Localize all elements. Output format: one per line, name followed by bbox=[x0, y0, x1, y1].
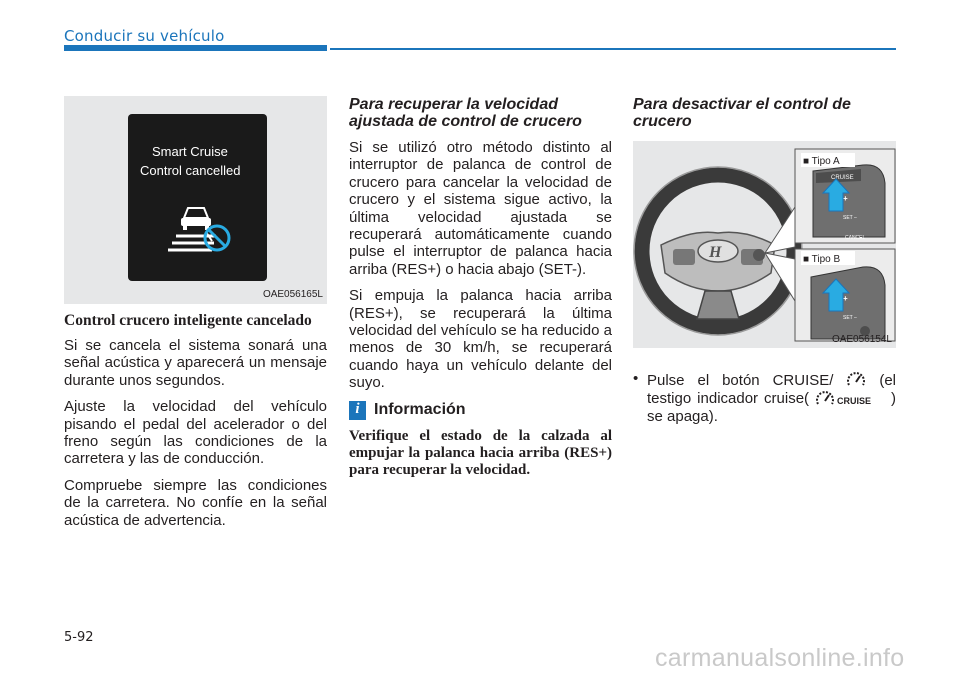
info-icon: i bbox=[349, 401, 366, 420]
header-rule-thick bbox=[64, 45, 327, 51]
cluster-display-illustration bbox=[64, 96, 327, 304]
cruise-indicator-icon bbox=[815, 389, 885, 407]
bullet-text-b: (el testigo indicador cruise( bbox=[647, 372, 896, 408]
cruise-speedometer-icon bbox=[846, 370, 866, 388]
paragraph: Si se cancela el sistema sonará una señal acústica y aparecerá un mensaje durante unos segundos. bbox=[64, 337, 327, 389]
figure-steering-wheel bbox=[633, 141, 896, 348]
type-a-label: ■ Tipo A bbox=[803, 156, 840, 167]
figure-code: OAE056154L bbox=[831, 334, 892, 345]
svg-text:+: + bbox=[843, 294, 848, 303]
bullet-deactivate bbox=[633, 370, 896, 425]
header-rule-thin bbox=[330, 48, 896, 50]
display-line1: Smart Cruise bbox=[152, 144, 228, 159]
subheading-cancelled: Control crucero inteligente cancelado bbox=[64, 312, 312, 329]
heading-deactivate: Para desactivar el control de crucero bbox=[633, 96, 851, 130]
watermark: carmanualsonline.info bbox=[655, 644, 905, 672]
column-2 bbox=[349, 96, 612, 488]
paragraph: Compruebe siempre las condiciones de la carretera. No confíe en la señal acústica de advertencia. bbox=[64, 476, 327, 529]
lever-type-a-detail bbox=[795, 149, 895, 243]
info-body: Verifique el estado de la calzada al empujar la palanca hacia arriba (RES+) para recuperar la velocidad. bbox=[349, 427, 612, 478]
list-item: • Pulse el botón CRUISE/ (el testigo indicador cruise( CRUISE ) se apaga). bbox=[633, 370, 896, 425]
heading-recover-speed: Para recuperar la velocidad ajustada de control de crucero bbox=[349, 96, 582, 130]
figure-code: OAE056165L bbox=[262, 289, 323, 300]
lever-cancel-label: CANCEL bbox=[845, 235, 866, 241]
page-number: 5-92 bbox=[64, 630, 94, 645]
display-line2: Control cancelled bbox=[140, 163, 241, 178]
lever-cruise-label: CRUISE bbox=[831, 175, 854, 181]
lever-set-label: SET – bbox=[843, 215, 857, 221]
svg-text:SET –: SET – bbox=[843, 315, 857, 321]
svg-text:+: + bbox=[843, 194, 848, 203]
paragraph: Si se utilizó otro método distinto al interruptor de palanca de control de crucero para cancelar la velocidad de crucero y el sistema sigue activo, la última velocidad ajustada se recuperará automáticamente cuando pulse el interruptor de palanca hacia arriba (RES+) o hacia abajo (SET-). bbox=[349, 139, 612, 278]
bullet-text-a: Pulse el botón CRUISE/ bbox=[647, 372, 834, 389]
type-b-label: ■ Tipo B bbox=[803, 254, 841, 265]
cruise-indicator-label: CRUISE bbox=[837, 396, 872, 407]
info-header bbox=[349, 401, 612, 420]
figure-cluster-display bbox=[64, 96, 327, 304]
column-3 bbox=[633, 96, 896, 139]
paragraph: Ajuste la velocidad del vehículo pisando el pedal del acelerador o del freno según las condiciones de la carretera y las de conducción. bbox=[64, 398, 327, 468]
bullet-text-c: ) se apaga). bbox=[647, 390, 896, 425]
column-1 bbox=[64, 310, 327, 538]
section-title: Conducir su vehículo bbox=[64, 27, 225, 45]
svg-text:H: H bbox=[709, 244, 722, 261]
info-title: Información bbox=[374, 401, 466, 419]
lever-type-b-detail bbox=[795, 249, 895, 341]
steering-wheel-illustration bbox=[633, 141, 896, 348]
paragraph: Si empuja la palanca hacia arriba (RES+), se recuperará la última velocidad del vehículo se ha reducido a menos de 30 km/h, se recuperará cuando haya un vehículo delante del suyo. bbox=[349, 287, 612, 392]
